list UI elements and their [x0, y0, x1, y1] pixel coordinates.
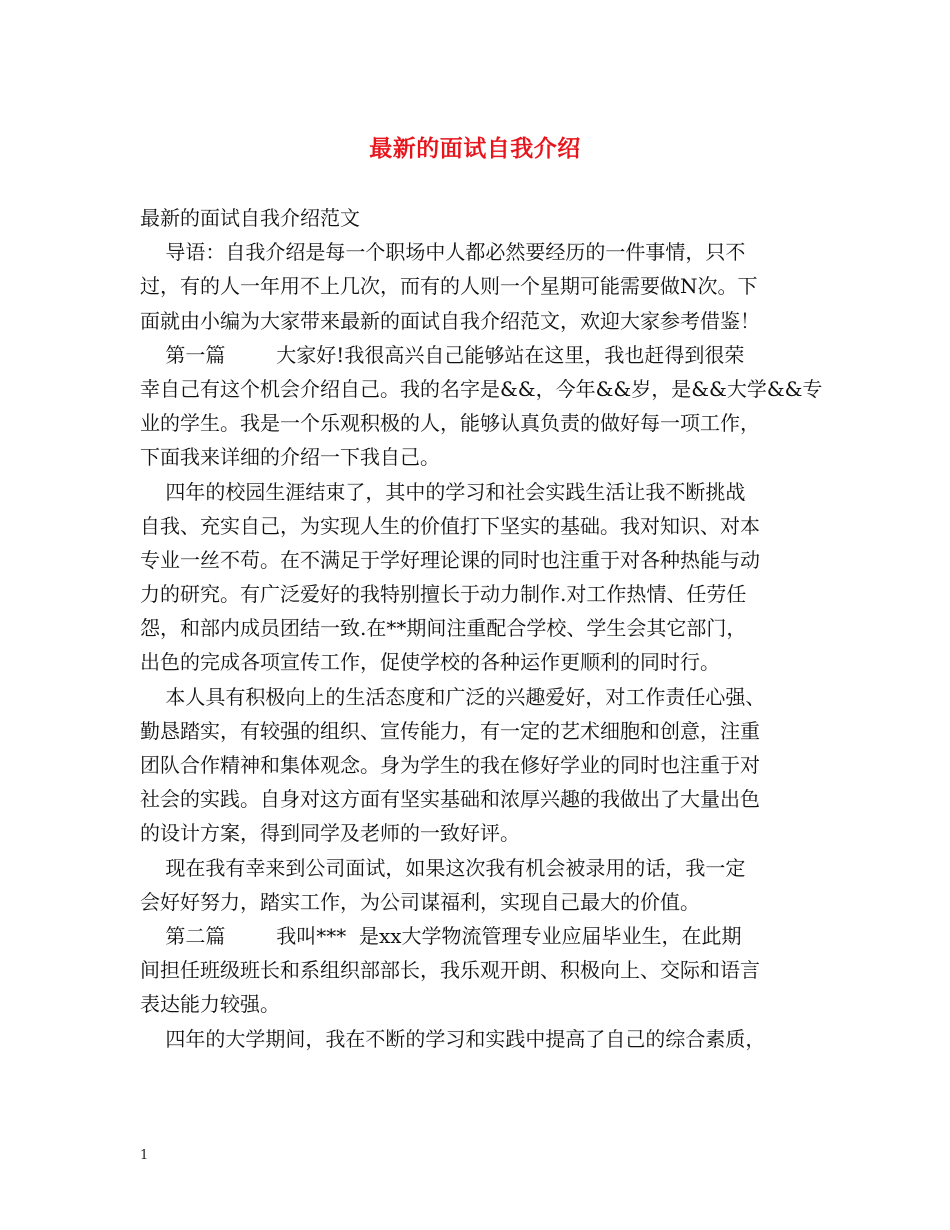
- body-line: 导语：自我介绍是每一个职场中人都必然要经历的一件事情，只不: [140, 240, 746, 265]
- body-line: 会好好努力，踏实工作，为公司谋福利，实现自己最大的价值。: [140, 889, 700, 914]
- body-line: 四年的大学期间，我在不断的学习和实践中提高了自己的综合素质，: [140, 1026, 766, 1051]
- body-line: 勤恳踏实，有较强的组织、宣传能力，有一定的艺术细胞和创意，注重: [140, 718, 760, 743]
- body-line: 第一篇 大家好!我很高兴自己能够站在这里，我也赶得到很荣: [140, 342, 745, 367]
- body-line: 出色的完成各项宣传工作，促使学校的各种运作更顺利的同时行。: [140, 650, 720, 675]
- body-line: 第二篇 我叫*** 是xx大学物流管理专业应届毕业生，在此期: [140, 923, 742, 948]
- body-line: 社会的实践。自身对这方面有坚实基础和浓厚兴趣的我做出了大量出色: [140, 787, 760, 812]
- body-line: 力的研究。有广泛爱好的我特别擅长于动力制作.对工作热情、任劳任: [140, 582, 747, 607]
- document-title: 最新的面试自我介绍: [369, 136, 581, 162]
- body-line: 幸自己有这个机会介绍自己。我的名字是&&，今年&&岁，是&&大学&&专: [140, 376, 823, 401]
- document-body: [140, 201, 830, 1056]
- body-line: 本人具有积极向上的生活态度和广泛的兴趣爱好，对工作责任心强、: [140, 684, 766, 709]
- body-line: 四年的校园生涯结束了，其中的学习和社会实践生活让我不断挑战: [140, 479, 746, 504]
- body-line: 业的学生。我是一个乐观积极的人，能够认真负责的做好每一项工作，: [140, 411, 760, 436]
- body-line: 自我、充实自己，为实现人生的价值打下坚实的基础。我对知识、对本: [140, 513, 760, 538]
- body-line: 怨，和部内成员团结一致.在**期间注重配合学校、学生会其它部门，: [140, 616, 747, 641]
- body-line: 专业一丝不苟。在不满足于学好理论课的同时也注重于对各种热能与动: [140, 547, 760, 572]
- body-line: 面就由小编为大家带来最新的面试自我介绍范文，欢迎大家参考借鉴！: [140, 308, 760, 333]
- body-line: 间担任班级班长和系组织部部长，我乐观开朗、积极向上、交际和语言: [140, 958, 760, 983]
- body-line: 的设计方案，得到同学及老师的一致好评。: [140, 821, 520, 846]
- page-number: 1: [140, 1148, 149, 1163]
- body-line: 表达能力较强。: [140, 992, 280, 1017]
- body-line: 最新的面试自我介绍范文: [140, 206, 360, 230]
- body-line: 团队合作精神和集体观念。身为学生的我在修好学业的同时也注重于对: [140, 753, 760, 777]
- body-line: 过，有的人一年用不上几次，而有的人则一个星期可能需要做N次。下: [140, 274, 758, 299]
- body-line: 现在我有幸来到公司面试，如果这次我有机会被录用的话，我一定: [140, 855, 746, 880]
- body-line: 下面我来详细的介绍一下我自己。: [140, 445, 440, 470]
